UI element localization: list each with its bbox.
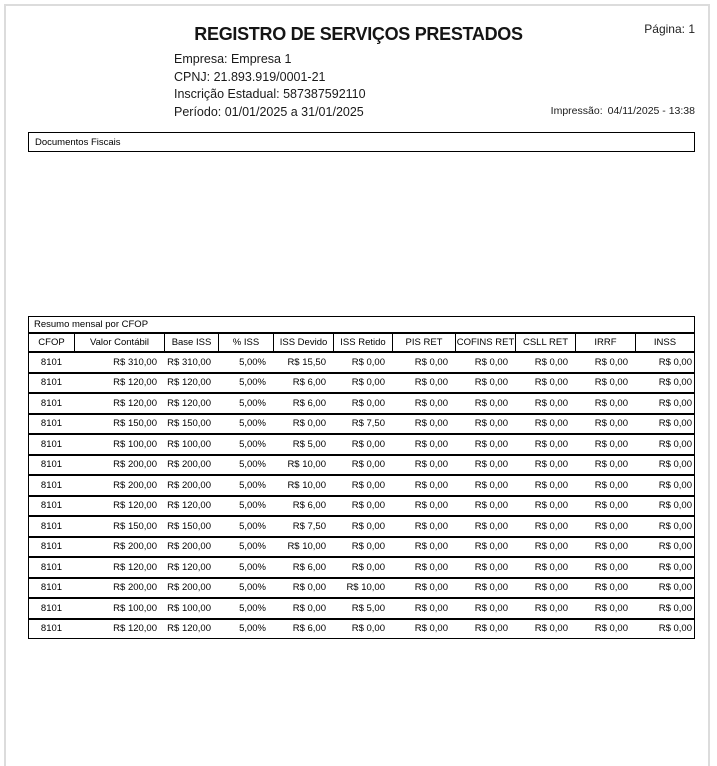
- table-cell: 5,00%: [218, 496, 273, 517]
- table-cell: R$ 0,00: [575, 578, 635, 599]
- table-cell: R$ 0,00: [515, 475, 575, 496]
- table-cell: R$ 0,00: [575, 414, 635, 435]
- table-cell: R$ 310,00: [74, 352, 164, 373]
- table-cell: R$ 0,00: [392, 578, 455, 599]
- table-row: [28, 373, 695, 394]
- table-cell: R$ 0,00: [392, 475, 455, 496]
- table-cell: R$ 0,00: [515, 455, 575, 476]
- column-header: PIS RET: [392, 333, 455, 352]
- company-line-cnpj: CPNJ: 21.893.919/0001-21: [174, 69, 326, 84]
- table-row: [28, 475, 695, 496]
- table-row: [28, 516, 695, 537]
- table-cell: 8101: [28, 393, 74, 414]
- table-cell: R$ 0,00: [515, 393, 575, 414]
- table-cell: R$ 120,00: [164, 496, 218, 517]
- column-header: ISS Devido: [273, 333, 333, 352]
- table-cell: 5,00%: [218, 393, 273, 414]
- table-cell: R$ 120,00: [74, 393, 164, 414]
- company-info: [174, 51, 366, 121]
- table-cell: R$ 0,00: [635, 496, 695, 517]
- table-cell: R$ 0,00: [455, 557, 515, 578]
- table-cell: R$ 0,00: [515, 352, 575, 373]
- company-line-periodo: Período: 01/01/2025 a 31/01/2025: [174, 104, 364, 119]
- table-cell: R$ 0,00: [392, 496, 455, 517]
- table-cell: R$ 0,00: [635, 455, 695, 476]
- table-row: [28, 537, 695, 558]
- table-cell: R$ 100,00: [164, 434, 218, 455]
- table-cell: R$ 0,00: [635, 557, 695, 578]
- table-cell: R$ 10,00: [273, 455, 333, 476]
- column-header: IRRF: [575, 333, 635, 352]
- table-cell: R$ 0,00: [392, 414, 455, 435]
- table-cell: R$ 0,00: [455, 516, 515, 537]
- table-cell: R$ 0,00: [515, 496, 575, 517]
- table-row: [28, 598, 695, 619]
- resumo-section: [28, 316, 695, 639]
- table-cell: R$ 120,00: [164, 619, 218, 640]
- table-cell: 8101: [28, 619, 74, 640]
- table-cell: R$ 120,00: [164, 557, 218, 578]
- table-cell: 5,00%: [218, 516, 273, 537]
- table-cell: R$ 0,00: [575, 434, 635, 455]
- table-cell: R$ 120,00: [164, 373, 218, 394]
- table-row: [28, 414, 695, 435]
- table-cell: R$ 0,00: [333, 352, 392, 373]
- table-cell: R$ 200,00: [74, 475, 164, 496]
- table-cell: R$ 0,00: [455, 598, 515, 619]
- table-cell: 8101: [28, 414, 74, 435]
- table-cell: R$ 0,00: [635, 516, 695, 537]
- table-cell: R$ 0,00: [455, 537, 515, 558]
- print-value: 04/11/2025 - 13:38: [607, 105, 695, 117]
- table-cell: R$ 120,00: [74, 496, 164, 517]
- table-row: [28, 434, 695, 455]
- table-cell: R$ 0,00: [273, 414, 333, 435]
- table-cell: R$ 150,00: [74, 414, 164, 435]
- print-timestamp: [551, 105, 695, 117]
- column-header: INSS: [635, 333, 695, 352]
- table-cell: R$ 0,00: [515, 537, 575, 558]
- table-cell: R$ 0,00: [392, 455, 455, 476]
- table-cell: R$ 0,00: [635, 414, 695, 435]
- table-cell: R$ 6,00: [273, 496, 333, 517]
- table-cell: R$ 10,00: [273, 475, 333, 496]
- table-cell: 8101: [28, 373, 74, 394]
- resumo-caption-label: Resumo mensal por CFOP: [34, 319, 149, 330]
- table-row: [28, 455, 695, 476]
- resumo-caption: [28, 316, 695, 333]
- table-cell: R$ 0,00: [392, 373, 455, 394]
- table-header-row: [28, 333, 695, 352]
- table-cell: R$ 0,00: [333, 455, 392, 476]
- table-cell: 5,00%: [218, 475, 273, 496]
- table-cell: R$ 0,00: [575, 475, 635, 496]
- table-row: [28, 393, 695, 414]
- table-cell: 5,00%: [218, 414, 273, 435]
- column-header: % ISS: [218, 333, 273, 352]
- table-cell: R$ 0,00: [515, 578, 575, 599]
- table-cell: R$ 15,50: [273, 352, 333, 373]
- table-cell: 8101: [28, 537, 74, 558]
- table-cell: 5,00%: [218, 537, 273, 558]
- table-cell: R$ 0,00: [455, 455, 515, 476]
- table-cell: R$ 0,00: [515, 373, 575, 394]
- table-cell: R$ 0,00: [455, 475, 515, 496]
- table-cell: R$ 0,00: [575, 496, 635, 517]
- table-cell: R$ 200,00: [74, 578, 164, 599]
- table-cell: R$ 0,00: [455, 578, 515, 599]
- table-cell: R$ 10,00: [333, 578, 392, 599]
- table-cell: R$ 0,00: [333, 516, 392, 537]
- table-cell: R$ 200,00: [164, 455, 218, 476]
- table-cell: R$ 150,00: [74, 516, 164, 537]
- table-cell: R$ 0,00: [515, 619, 575, 640]
- table-cell: R$ 0,00: [333, 393, 392, 414]
- table-cell: R$ 6,00: [273, 393, 333, 414]
- table-cell: R$ 0,00: [333, 557, 392, 578]
- report-title: REGISTRO DE SERVIÇOS PRESTADOS: [194, 24, 523, 44]
- table-cell: 8101: [28, 516, 74, 537]
- table-row: [28, 557, 695, 578]
- table-cell: R$ 0,00: [392, 393, 455, 414]
- table-cell: R$ 100,00: [74, 598, 164, 619]
- table-cell: R$ 0,00: [635, 619, 695, 640]
- table-cell: R$ 0,00: [575, 393, 635, 414]
- table-cell: R$ 0,00: [333, 434, 392, 455]
- column-header: CFOP: [28, 333, 74, 352]
- section-documentos-fiscais-label: Documentos Fiscais: [35, 136, 121, 148]
- table-cell: R$ 150,00: [164, 516, 218, 537]
- table-cell: 8101: [28, 475, 74, 496]
- table-cell: R$ 0,00: [575, 516, 635, 537]
- table-cell: R$ 0,00: [392, 598, 455, 619]
- table-cell: R$ 0,00: [515, 598, 575, 619]
- column-header: CSLL RET: [515, 333, 575, 352]
- table-cell: R$ 0,00: [455, 414, 515, 435]
- table-cell: R$ 0,00: [333, 537, 392, 558]
- table-cell: 5,00%: [218, 557, 273, 578]
- table-row: [28, 619, 695, 640]
- table-cell: 8101: [28, 557, 74, 578]
- table-cell: 5,00%: [218, 352, 273, 373]
- table-cell: R$ 0,00: [273, 578, 333, 599]
- table-row: [28, 578, 695, 599]
- table-cell: R$ 0,00: [392, 537, 455, 558]
- table-cell: R$ 0,00: [392, 619, 455, 640]
- table-cell: R$ 0,00: [635, 434, 695, 455]
- table-cell: 8101: [28, 352, 74, 373]
- table-cell: 5,00%: [218, 434, 273, 455]
- table-cell: R$ 0,00: [635, 578, 695, 599]
- table-cell: R$ 6,00: [273, 373, 333, 394]
- column-header: Base ISS: [164, 333, 218, 352]
- table-cell: R$ 0,00: [635, 373, 695, 394]
- table-cell: R$ 0,00: [635, 537, 695, 558]
- table-cell: R$ 10,00: [273, 537, 333, 558]
- table-cell: R$ 0,00: [515, 414, 575, 435]
- table-cell: R$ 0,00: [635, 475, 695, 496]
- table-cell: R$ 120,00: [74, 557, 164, 578]
- table-cell: R$ 6,00: [273, 619, 333, 640]
- table-cell: R$ 100,00: [74, 434, 164, 455]
- table-cell: R$ 310,00: [164, 352, 218, 373]
- print-label: Impressão:: [550, 105, 603, 117]
- table-cell: R$ 0,00: [575, 557, 635, 578]
- table-cell: R$ 0,00: [455, 619, 515, 640]
- table-cell: R$ 0,00: [455, 496, 515, 517]
- table-cell: R$ 120,00: [74, 619, 164, 640]
- table-cell: R$ 5,00: [273, 434, 333, 455]
- table-cell: R$ 200,00: [164, 537, 218, 558]
- table-cell: R$ 0,00: [515, 434, 575, 455]
- table-cell: R$ 0,00: [333, 373, 392, 394]
- table-cell: 8101: [28, 578, 74, 599]
- table-cell: R$ 0,00: [635, 393, 695, 414]
- table-cell: R$ 200,00: [164, 578, 218, 599]
- table-row: [28, 352, 695, 373]
- table-cell: R$ 0,00: [273, 598, 333, 619]
- table-cell: R$ 0,00: [455, 373, 515, 394]
- table-cell: 8101: [28, 434, 74, 455]
- table-cell: R$ 200,00: [74, 455, 164, 476]
- table-cell: R$ 0,00: [635, 598, 695, 619]
- table-cell: R$ 0,00: [333, 475, 392, 496]
- table-cell: R$ 0,00: [515, 516, 575, 537]
- section-documentos-fiscais: [28, 132, 695, 152]
- table-cell: R$ 0,00: [575, 619, 635, 640]
- table-cell: R$ 0,00: [392, 352, 455, 373]
- table-cell: 8101: [28, 496, 74, 517]
- table-cell: 5,00%: [218, 455, 273, 476]
- table-cell: R$ 6,00: [273, 557, 333, 578]
- table-cell: R$ 0,00: [392, 516, 455, 537]
- table-cell: R$ 120,00: [164, 393, 218, 414]
- table-row: [28, 496, 695, 517]
- table-cell: 5,00%: [218, 598, 273, 619]
- table-cell: 5,00%: [218, 578, 273, 599]
- column-header: COFINS RET: [455, 333, 515, 352]
- table-cell: R$ 0,00: [635, 352, 695, 373]
- page-number: Página: 1: [644, 22, 695, 36]
- table-cell: R$ 0,00: [575, 598, 635, 619]
- table-cell: R$ 0,00: [455, 352, 515, 373]
- table-cell: R$ 7,50: [333, 414, 392, 435]
- table-cell: 8101: [28, 455, 74, 476]
- table-cell: R$ 120,00: [74, 373, 164, 394]
- table-cell: R$ 0,00: [392, 434, 455, 455]
- table-cell: R$ 0,00: [455, 393, 515, 414]
- table-cell: R$ 0,00: [333, 619, 392, 640]
- table-cell: R$ 100,00: [164, 598, 218, 619]
- table-cell: 5,00%: [218, 373, 273, 394]
- table-cell: R$ 0,00: [515, 557, 575, 578]
- table-cell: R$ 7,50: [273, 516, 333, 537]
- company-line-empresa: Empresa: Empresa 1: [174, 52, 292, 66]
- table-cell: R$ 0,00: [575, 373, 635, 394]
- table-cell: R$ 0,00: [392, 557, 455, 578]
- table-cell: R$ 0,00: [575, 352, 635, 373]
- table-cell: R$ 0,00: [333, 496, 392, 517]
- column-header: ISS Retido: [333, 333, 392, 352]
- table-cell: R$ 0,00: [455, 434, 515, 455]
- resumo-table: [28, 333, 695, 639]
- table-cell: 5,00%: [218, 619, 273, 640]
- table-cell: 8101: [28, 598, 74, 619]
- table-cell: R$ 0,00: [575, 537, 635, 558]
- company-line-inscricao: Inscrição Estadual: 587387592110: [174, 87, 366, 102]
- table-cell: R$ 200,00: [74, 537, 164, 558]
- table-cell: R$ 5,00: [333, 598, 392, 619]
- table-cell: R$ 150,00: [164, 414, 218, 435]
- table-cell: R$ 0,00: [575, 455, 635, 476]
- table-cell: R$ 200,00: [164, 475, 218, 496]
- column-header: Valor Contábil: [74, 333, 164, 352]
